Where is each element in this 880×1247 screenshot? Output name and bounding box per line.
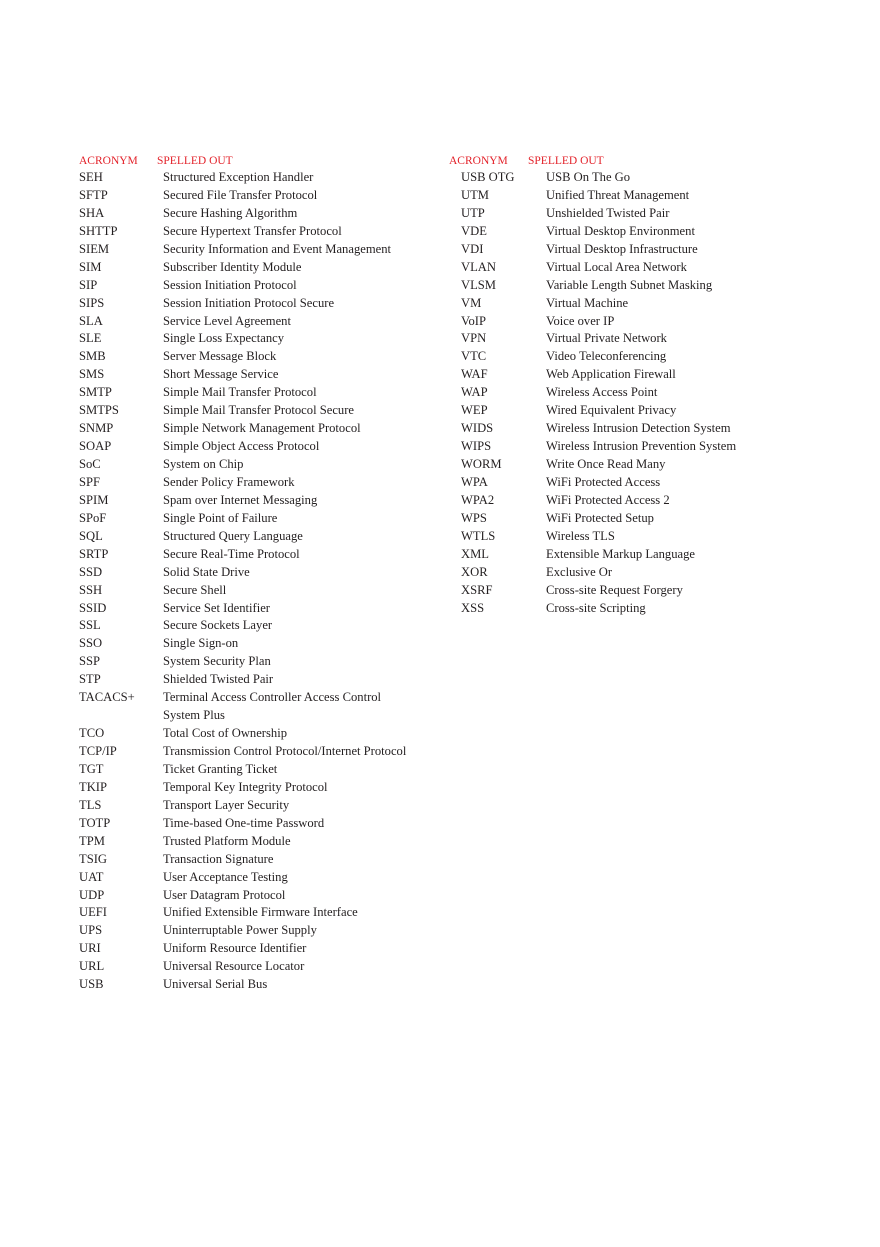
spelled-out: WiFi Protected Access <box>546 474 661 489</box>
acronym: USB <box>79 977 104 992</box>
acronym: SSD <box>79 564 103 579</box>
acronym-row <box>79 223 429 241</box>
spelled-out: Web Application Firewall <box>546 367 676 382</box>
acronym-row <box>449 546 869 564</box>
acronym-row <box>79 904 429 922</box>
spelled-out: Transmission Control Protocol/Internet Protocol <box>163 744 407 759</box>
acronym: SMB <box>79 349 106 364</box>
spelled-out: Wireless Intrusion Detection System <box>546 421 731 436</box>
acronym: VLSM <box>461 277 496 292</box>
acronym: UDP <box>79 887 105 902</box>
acronym-row <box>449 330 869 348</box>
acronym: SLE <box>79 331 102 346</box>
acronym-row <box>449 259 869 277</box>
spelled-out: Total Cost of Ownership <box>163 726 287 741</box>
spelled-out: Server Message Block <box>163 349 277 364</box>
acronym-row <box>79 689 429 725</box>
acronym-row <box>79 582 429 600</box>
acronym: WORM <box>461 457 502 471</box>
acronym-row <box>449 366 869 384</box>
acronym: SHA <box>79 205 105 220</box>
acronym: UPS <box>79 923 103 938</box>
acronym: WEP <box>461 403 488 418</box>
spelled-out-header: SPELLED OUT <box>157 155 233 167</box>
spelled-out: Virtual Desktop Environment <box>546 223 695 238</box>
acronym-row <box>449 564 869 582</box>
acronym-row <box>79 887 429 905</box>
acronym-row <box>449 187 869 205</box>
spelled-out: Write Once Read Many <box>546 457 666 471</box>
acronym-row <box>79 474 429 492</box>
acronym: SMS <box>79 367 105 382</box>
spelled-out: WiFi Protected Access 2 <box>546 492 670 507</box>
acronym: VoIP <box>461 313 486 328</box>
spelled-out: Session Initiation Protocol <box>163 277 297 292</box>
acronym-row <box>79 976 429 994</box>
spelled-out: Structured Query Language <box>163 528 303 543</box>
spelled-out: Unified Threat Management <box>546 187 690 202</box>
spelled-out-header: SPELLED OUT <box>528 155 604 167</box>
acronym: URI <box>79 941 101 956</box>
acronym-row <box>79 384 429 402</box>
spelled-out: USB On The Go <box>546 170 631 184</box>
acronym-row <box>79 492 429 510</box>
spelled-out: Variable Length Subnet Masking <box>546 277 713 292</box>
acronym: STP <box>79 672 101 687</box>
spelled-out: Extensible Markup Language <box>546 546 695 561</box>
spelled-out: Wireless Intrusion Prevention System <box>546 439 737 454</box>
spelled-out: Exclusive Or <box>546 564 613 579</box>
spelled-out: Secure Hypertext Transfer Protocol <box>163 223 342 238</box>
spelled-out: Universal Resource Locator <box>163 959 305 974</box>
acronym: SIPS <box>79 295 105 310</box>
acronym: TPM <box>79 833 105 848</box>
spelled-out: Transport Layer Security <box>163 797 290 812</box>
acronym-row <box>79 940 429 958</box>
acronym-row <box>449 295 869 313</box>
spelled-out: Virtual Local Area Network <box>546 259 687 274</box>
acronym-row <box>79 277 429 295</box>
acronym: UAT <box>79 869 104 884</box>
acronym: WPA2 <box>461 492 495 507</box>
spelled-out: Voice over IP <box>546 313 615 328</box>
spelled-out: Uniform Resource Identifier <box>163 941 307 956</box>
acronym-row <box>79 958 429 976</box>
acronym-row <box>79 510 429 528</box>
acronym: SIP <box>79 277 98 292</box>
acronym-row <box>79 330 429 348</box>
acronym-row <box>79 833 429 851</box>
acronym-row <box>79 779 429 797</box>
spelled-out: Spam over Internet Messaging <box>163 492 318 507</box>
acronym-row <box>449 474 869 492</box>
acronym: SLA <box>79 313 103 328</box>
spelled-out: Secured File Transfer Protocol <box>163 187 318 202</box>
spelled-out: Single Loss Expectancy <box>163 331 285 346</box>
acronym: SPF <box>79 474 101 489</box>
acronym-row <box>79 295 429 313</box>
acronym-row <box>449 438 869 456</box>
acronym-row <box>449 420 869 438</box>
spelled-out: Virtual Desktop Infrastructure <box>546 241 698 256</box>
acronym: SIEM <box>79 241 110 256</box>
acronym-row <box>79 348 429 366</box>
acronym-row <box>449 313 869 331</box>
acronym: XML <box>461 546 489 561</box>
spelled-out: Subscriber Identity Module <box>163 259 302 274</box>
spelled-out: Unified Extensible Firmware Interface <box>163 905 358 920</box>
spelled-out: System on Chip <box>163 457 244 471</box>
acronym: VDI <box>461 241 484 256</box>
spelled-out: Ticket Granting Ticket <box>163 761 278 776</box>
acronym: SoC <box>79 457 101 471</box>
acronym-row <box>79 635 429 653</box>
acronym: SFTP <box>79 187 108 202</box>
acronym-row <box>449 205 869 223</box>
acronym: SQL <box>79 528 103 543</box>
acronym-row <box>449 600 869 618</box>
spelled-out: User Datagram Protocol <box>163 887 286 902</box>
acronym: WIDS <box>461 421 494 436</box>
acronym: USB OTG <box>461 170 515 184</box>
acronym-row <box>79 169 429 187</box>
acronym: WAP <box>461 385 488 400</box>
spelled-out: Video Teleconferencing <box>546 349 667 364</box>
column-header <box>449 154 869 169</box>
acronym: SHTTP <box>79 223 118 238</box>
acronym-row <box>449 348 869 366</box>
acronym: WAF <box>461 367 488 382</box>
acronym: SSO <box>79 636 103 651</box>
acronym-row <box>79 546 429 564</box>
acronym: TACACS+ <box>79 690 135 705</box>
spelled-out: Short Message Service <box>163 367 279 382</box>
acronym-column-left <box>79 154 429 994</box>
acronym: WTLS <box>461 528 496 543</box>
spelled-out: Wireless TLS <box>546 528 615 543</box>
spelled-out: Virtual Private Network <box>546 331 667 346</box>
spelled-out: Virtual Machine <box>546 295 629 310</box>
spelled-out: Temporal Key Integrity Protocol <box>163 779 328 794</box>
spelled-out: Session Initiation Protocol Secure <box>163 295 335 310</box>
spelled-out: Simple Mail Transfer Protocol <box>163 385 317 400</box>
acronym-row <box>79 528 429 546</box>
spelled-out: Simple Network Management Protocol <box>163 421 361 436</box>
acronym: TOTP <box>79 815 111 830</box>
acronym: XOR <box>461 564 488 579</box>
acronym-row <box>449 402 869 420</box>
acronym-row <box>79 420 429 438</box>
acronym-header: ACRONYM <box>449 155 508 167</box>
acronym: SSL <box>79 618 101 633</box>
acronym-row <box>79 205 429 223</box>
acronym-row <box>79 653 429 671</box>
acronym: VLAN <box>461 259 496 274</box>
spelled-out: Secure Sockets Layer <box>163 618 273 633</box>
acronym: TLS <box>79 797 102 812</box>
acronym-row <box>79 725 429 743</box>
acronym: WIPS <box>461 439 492 454</box>
acronym-column-right <box>449 154 869 617</box>
spelled-out: Solid State Drive <box>163 564 250 579</box>
acronym-row <box>79 600 429 618</box>
spelled-out: Secure Real-Time Protocol <box>163 546 300 561</box>
acronym: XSS <box>461 600 485 615</box>
acronym: UEFI <box>79 905 107 920</box>
acronym-row <box>79 761 429 779</box>
spelled-out: Simple Mail Transfer Protocol Secure <box>163 403 354 418</box>
spelled-out: Terminal Access Controller Access Control System Plus <box>163 690 382 723</box>
acronym-row <box>79 797 429 815</box>
acronym: TCO <box>79 726 105 741</box>
acronym-row <box>79 187 429 205</box>
spelled-out: Trusted Platform Module <box>163 833 291 848</box>
acronym: WPA <box>461 474 488 489</box>
acronym-row <box>449 241 869 259</box>
acronym: SMTP <box>79 385 112 400</box>
acronym: TKIP <box>79 779 107 794</box>
acronym: VPN <box>461 331 487 346</box>
acronym: SMTPS <box>79 403 119 418</box>
acronym: SOAP <box>79 439 112 454</box>
acronym-row <box>79 313 429 331</box>
acronym-row <box>79 456 429 474</box>
acronym-row <box>79 851 429 869</box>
spelled-out: Secure Shell <box>163 582 227 597</box>
acronym: SSH <box>79 582 103 597</box>
acronym: TCP/IP <box>79 744 117 759</box>
acronym-row <box>79 671 429 689</box>
acronym: TGT <box>79 761 104 776</box>
acronym-row <box>449 492 869 510</box>
acronym: SIM <box>79 259 102 274</box>
column-header <box>79 154 429 169</box>
acronym-row <box>79 259 429 277</box>
acronym: VM <box>461 295 482 310</box>
acronym: SEH <box>79 170 103 184</box>
spelled-out: Wired Equivalent Privacy <box>546 403 677 418</box>
acronym-row <box>449 528 869 546</box>
acronym: WPS <box>461 510 487 525</box>
acronym-row <box>79 743 429 761</box>
spelled-out: Uninterruptable Power Supply <box>163 923 317 938</box>
acronym-row <box>79 241 429 259</box>
acronym-row <box>449 277 869 295</box>
acronym: SRTP <box>79 546 109 561</box>
acronym-row <box>449 169 869 187</box>
acronym: UTP <box>461 205 485 220</box>
acronym: UTM <box>461 187 489 202</box>
spelled-out: Simple Object Access Protocol <box>163 439 320 454</box>
acronym: SSID <box>79 600 107 615</box>
spelled-out: System Security Plan <box>163 654 271 669</box>
acronym: VDE <box>461 223 487 238</box>
acronym: XSRF <box>461 582 493 597</box>
acronym-row <box>79 922 429 940</box>
acronym-row <box>79 815 429 833</box>
spelled-out: Security Information and Event Management <box>163 241 392 256</box>
spelled-out: Unshielded Twisted Pair <box>546 205 670 220</box>
spelled-out: Universal Serial Bus <box>163 977 268 992</box>
acronym-row <box>449 223 869 241</box>
acronym-header: ACRONYM <box>79 155 138 167</box>
spelled-out: Shielded Twisted Pair <box>163 672 274 687</box>
acronym-row <box>449 582 869 600</box>
spelled-out: WiFi Protected Setup <box>546 510 654 525</box>
acronym-row <box>79 402 429 420</box>
acronym: URL <box>79 959 105 974</box>
acronym: SNMP <box>79 421 114 436</box>
acronym-row <box>79 869 429 887</box>
acronym: SSP <box>79 654 101 669</box>
spelled-out: Service Level Agreement <box>163 313 291 328</box>
acronym-row <box>79 617 429 635</box>
acronym-row <box>79 366 429 384</box>
acronym: SPIM <box>79 492 109 507</box>
spelled-out: Structured Exception Handler <box>163 170 314 184</box>
acronym: TSIG <box>79 851 107 866</box>
spelled-out: Single Point of Failure <box>163 510 278 525</box>
spelled-out: Transaction Signature <box>163 851 274 866</box>
spelled-out: Cross-site Request Forgery <box>546 582 683 597</box>
spelled-out: Secure Hashing Algorithm <box>163 205 298 220</box>
spelled-out: Wireless Access Point <box>546 385 658 400</box>
spelled-out: Sender Policy Framework <box>163 474 295 489</box>
acronym-row <box>449 510 869 528</box>
acronym-row <box>449 456 869 474</box>
spelled-out: Service Set Identifier <box>163 600 271 615</box>
acronym-row <box>449 384 869 402</box>
spelled-out: Single Sign-on <box>163 636 239 651</box>
acronym-row <box>79 564 429 582</box>
acronym: VTC <box>461 349 487 364</box>
spelled-out: Time-based One-time Password <box>163 815 325 830</box>
spelled-out: Cross-site Scripting <box>546 600 646 615</box>
acronym-row <box>79 438 429 456</box>
acronym: SPoF <box>79 510 107 525</box>
spelled-out: User Acceptance Testing <box>163 869 288 884</box>
